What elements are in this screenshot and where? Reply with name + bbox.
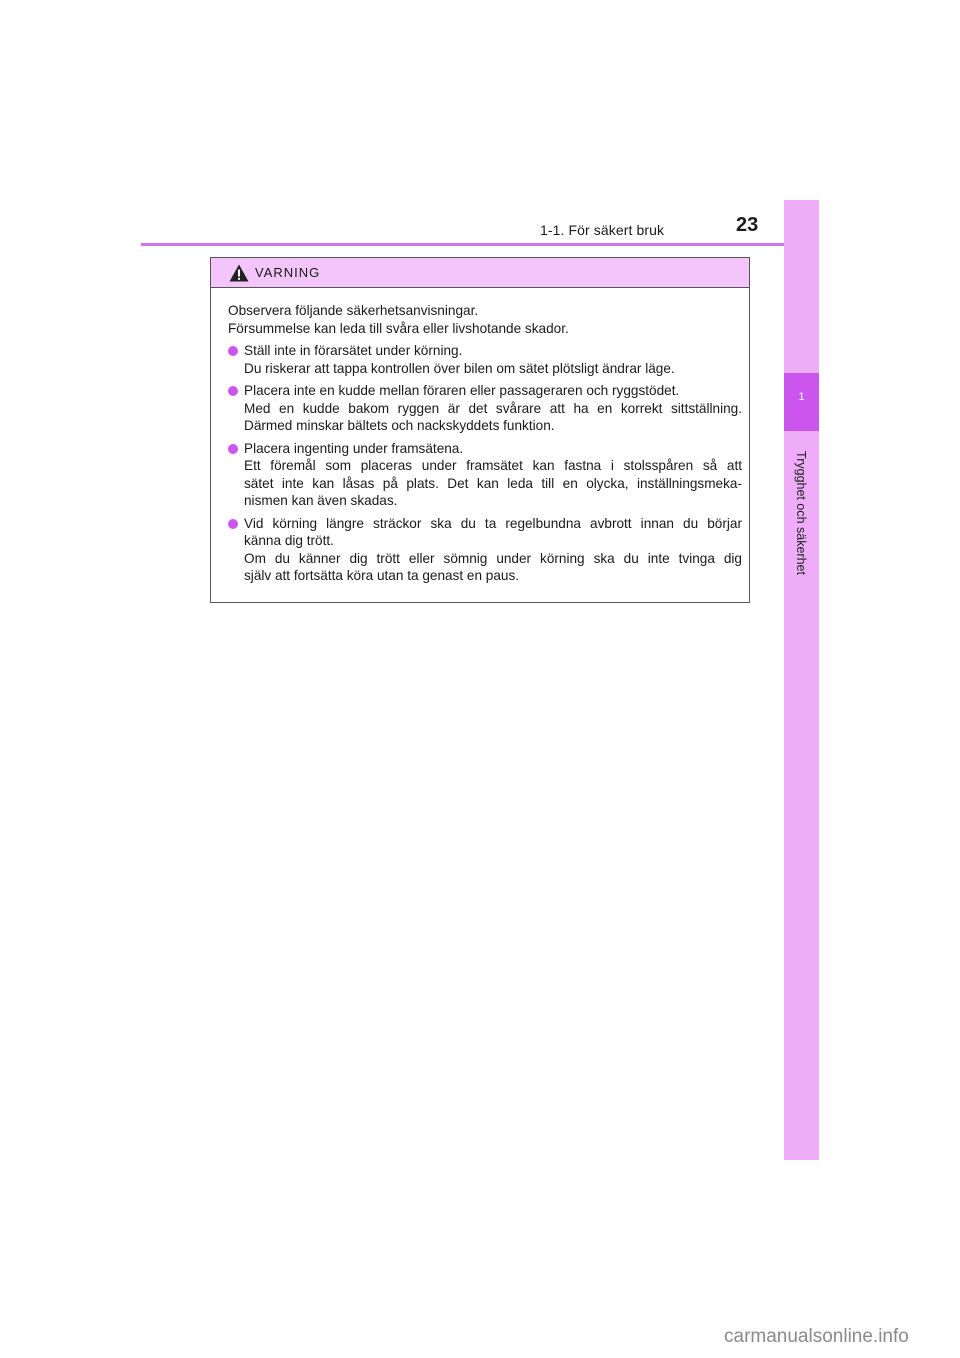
item-line: nismen kan även skadas. bbox=[244, 493, 398, 508]
warning-body bbox=[211, 288, 749, 585]
intro-line: Observera följande säkerhetsanvisningar. bbox=[228, 303, 479, 318]
section-title: 1-1. För säkert bruk bbox=[540, 222, 665, 238]
warning-item bbox=[228, 515, 742, 585]
item-line: Därmed minskar bältets och nackskyddets funktion. bbox=[244, 418, 555, 433]
bullet-icon bbox=[228, 444, 238, 454]
warning-box bbox=[210, 257, 750, 603]
warning-intro bbox=[228, 302, 742, 337]
bullet-icon bbox=[228, 346, 238, 356]
warning-triangle-icon bbox=[229, 264, 249, 282]
chapter-title: Trygghet och säkerhet bbox=[794, 451, 808, 575]
warning-header bbox=[211, 258, 749, 288]
item-line: Ett föremål som placeras under framsätet kan fastna i stolsspåren så att bbox=[244, 458, 742, 473]
item-line: Med en kudde bakom ryggen är det svårare att ha en korrekt sittställning. bbox=[244, 400, 742, 416]
item-line: Ställ inte in förarsätet under körning. bbox=[244, 343, 463, 358]
chapter-side-tab bbox=[784, 200, 819, 1160]
header-rule bbox=[141, 243, 819, 246]
intro-line: Försummelse kan leda till svåra eller livshotande skador. bbox=[228, 320, 569, 336]
item-line: Du riskerar att tappa kontrollen över bilen om sätet plötsligt ändrar läge. bbox=[244, 360, 675, 376]
warning-item bbox=[228, 342, 742, 377]
page-number: 23 bbox=[736, 214, 759, 236]
bullet-icon bbox=[228, 386, 238, 396]
item-line: Vid körning längre sträckor ska du ta regelbundna avbrott innan du börjar bbox=[244, 515, 742, 531]
item-line: Om du känner dig trött eller sömnig under körning ska du inte tvinga dig bbox=[244, 550, 742, 566]
item-line: Placera inte en kudde mellan föraren eller passageraren och ryggstödet. bbox=[244, 383, 680, 398]
item-line: sätet inte kan låsas på plats. Det kan leda till en olycka, inställningsmeka- bbox=[244, 475, 742, 491]
item-line: Placera ingenting under framsätena. bbox=[244, 440, 464, 456]
chapter-number: 1 bbox=[798, 391, 805, 403]
item-line: känna dig trött. bbox=[244, 533, 334, 548]
watermark: carmanualsonline.info bbox=[724, 1326, 909, 1347]
warning-item bbox=[228, 440, 742, 510]
warning-label: VARNING bbox=[255, 265, 321, 280]
bullet-icon bbox=[228, 519, 238, 529]
warning-item bbox=[228, 382, 742, 435]
item-line: själv att fortsätta köra utan ta genast en paus. bbox=[244, 568, 520, 583]
